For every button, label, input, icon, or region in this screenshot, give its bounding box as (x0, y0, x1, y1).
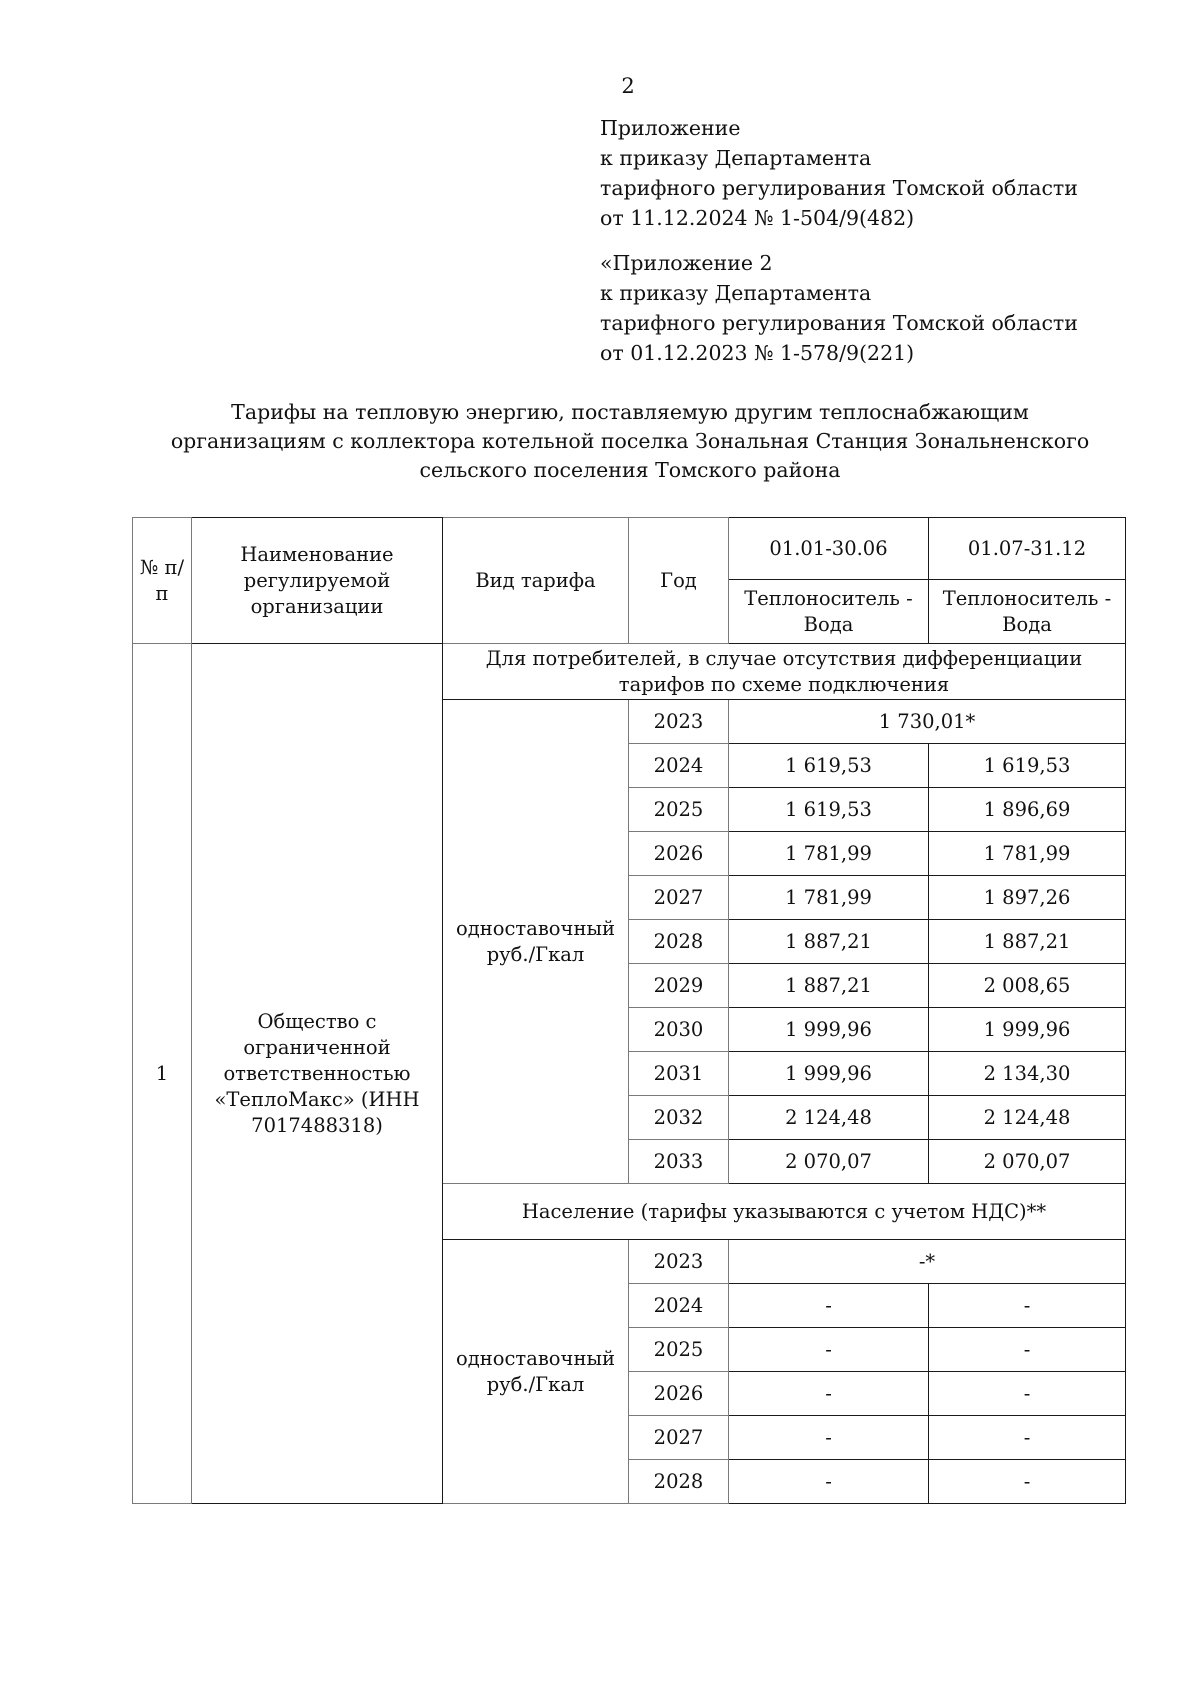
value-period-2: 1 781,99 (929, 832, 1126, 876)
value-period-1: - (729, 1416, 929, 1460)
appendix-line: к приказу Департамента (600, 281, 872, 305)
value-period-2: 2 008,65 (929, 964, 1126, 1008)
appendix-line: от 11.12.2024 № 1-504/9(482) (600, 206, 915, 230)
appendix-line: «Приложение 2 (600, 251, 773, 275)
year-cell: 2026 (629, 1372, 729, 1416)
value-period-2: 1 999,96 (929, 1008, 1126, 1052)
value-period-2: 1 887,21 (929, 920, 1126, 964)
year-cell: 2025 (629, 788, 729, 832)
title-line: сельского поселения Томского района (419, 458, 841, 482)
appendix-header-original (600, 248, 1078, 368)
header-carrier-1: Теплоноситель - Вода (729, 580, 929, 644)
value-period-2: 1 896,69 (929, 788, 1126, 832)
year-cell: 2028 (629, 920, 729, 964)
value-period-1: 1 887,21 (729, 920, 929, 964)
year-cell: 2028 (629, 1460, 729, 1504)
appendix-line: от 01.12.2023 № 1-578/9(221) (600, 341, 915, 365)
year-cell: 2027 (629, 876, 729, 920)
section-title: Для потребителей, в случае отсутствия дифференциации тарифов по схеме подключения (443, 644, 1126, 700)
organization-name: Общество с ограниченной ответственностью «ТеплоМакс» (ИНН 7017488318) (192, 644, 443, 1504)
value-period-2: - (929, 1460, 1126, 1504)
header-row (133, 518, 1126, 580)
header-num: № п/п (133, 518, 192, 644)
value-period-1: 2 070,07 (729, 1140, 929, 1184)
section-title-row (133, 644, 1126, 700)
value-period-2: 2 134,30 (929, 1052, 1126, 1096)
value-period-1: 1 887,21 (729, 964, 929, 1008)
value-period-1: 1 781,99 (729, 876, 929, 920)
year-cell: 2030 (629, 1008, 729, 1052)
document-title (120, 398, 1140, 485)
value-period-2: 1 897,26 (929, 876, 1126, 920)
header-period-1: 01.01-30.06 (729, 518, 929, 580)
value-period-2: 2 124,48 (929, 1096, 1126, 1140)
appendix-line: тарифного регулирования Томской области (600, 311, 1078, 335)
tariff-type-cell: одноставочный руб./Гкал (443, 700, 629, 1184)
value-period-2: - (929, 1372, 1126, 1416)
value-period-1: - (729, 1328, 929, 1372)
page-number: 2 (621, 74, 635, 98)
year-cell: 2026 (629, 832, 729, 876)
header-year: Год (629, 518, 729, 644)
appendix-line: тарифного регулирования Томской области (600, 176, 1078, 200)
header-period-2: 01.07-31.12 (929, 518, 1126, 580)
year-cell: 2023 (629, 1240, 729, 1284)
value-period-2: - (929, 1416, 1126, 1460)
year-cell: 2031 (629, 1052, 729, 1096)
year-cell: 2029 (629, 964, 729, 1008)
value-period-2: - (929, 1328, 1126, 1372)
appendix-line: Приложение (600, 116, 741, 140)
row-number: 1 (133, 644, 192, 1504)
title-line: организациям с коллектора котельной поселка Зональная Станция Зональненского (170, 429, 1090, 453)
value-period-1: 2 124,48 (729, 1096, 929, 1140)
value-period-1: 1 619,53 (729, 744, 929, 788)
year-cell: 2024 (629, 744, 729, 788)
value-period-1: 1 999,96 (729, 1008, 929, 1052)
appendix-line: к приказу Департамента (600, 146, 872, 170)
title-line: Тарифы на тепловую энергию, поставляемую другим теплоснабжающим (231, 400, 1029, 424)
value-period-2: 1 619,53 (929, 744, 1126, 788)
value-period-1: 1 781,99 (729, 832, 929, 876)
year-cell: 2032 (629, 1096, 729, 1140)
value-period-1: - (729, 1284, 929, 1328)
value-period-1: 1 619,53 (729, 788, 929, 832)
value-period-2: 2 070,07 (929, 1140, 1126, 1184)
tariff-table (132, 517, 1126, 1504)
year-cell: 2024 (629, 1284, 729, 1328)
section-title: Население (тарифы указываются с учетом НДС)** (443, 1184, 1126, 1240)
value-period-1: - (729, 1460, 929, 1504)
year-cell: 2027 (629, 1416, 729, 1460)
merged-value-cell: 1 730,01* (729, 700, 1126, 744)
value-period-2: - (929, 1284, 1126, 1328)
year-cell: 2023 (629, 700, 729, 744)
tariff-type-cell: одноставочный руб./Гкал (443, 1240, 629, 1504)
header-tariff-type: Вид тарифа (443, 518, 629, 644)
year-cell: 2033 (629, 1140, 729, 1184)
year-cell: 2025 (629, 1328, 729, 1372)
appendix-header-current (600, 113, 1078, 233)
value-period-1: 1 999,96 (729, 1052, 929, 1096)
header-organization: Наименование регулируемой организации (192, 518, 443, 644)
value-period-1: - (729, 1372, 929, 1416)
header-carrier-2: Теплоноситель - Вода (929, 580, 1126, 644)
merged-value-cell: -* (729, 1240, 1126, 1284)
